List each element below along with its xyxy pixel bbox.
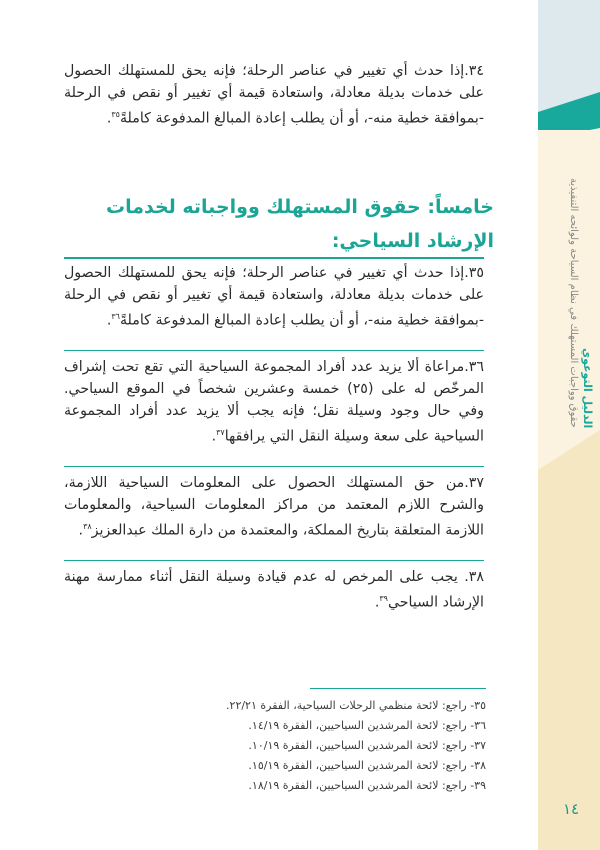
paragraph-37: ٣٧.من حق المستهلك الحصول على المعلومات السياحية اللازمة، والشرح اللازم المعتمد من مراكز المعلومات السياحية، والمعلومات اللازمة المتعلقة بتاريخ المملكة، والمعتمدة من دارة الملك عبدالعزيز$^{٣٨}$. [64, 475, 484, 539]
footnote-ref: ٣٨ [83, 522, 92, 531]
paragraph-35-block [64, 262, 484, 332]
page-sidebar [538, 0, 600, 850]
sidebar-running-title [566, 178, 594, 428]
footnote-item: ٣٦- راجع: لائحة المرشدين السياحيين، الفقرة ١٤/١٩. [248, 719, 486, 732]
paragraph-35: ٣٥.إذا حدث أي تغيير في عناصر الرحلة؛ فإنه يحق للمستهلك الحصول على خدمات بديلة معادلة، واستعادة قيمة أي تغيير أو نقص في الرحلة -بموافقة خطية منه-، أو أن يطلب إعادة المبالغ المدفوعة كاملةً$^{٣٦}$. [64, 265, 484, 329]
footnote-item: ٣٥- راجع: لائحة منظمي الرحلات السياحية، الفقرة ٢٢/٢١. [226, 699, 486, 712]
sidebar-teal-band [538, 0, 600, 130]
footnotes [140, 696, 486, 796]
sidebar-sand-shape [538, 430, 600, 850]
paragraph-block-top [64, 60, 484, 130]
paragraph-37-block [64, 472, 484, 542]
footnote-separator [310, 688, 486, 689]
paragraph-34: ٣٤.إذا حدث أي تغيير في عناصر الرحلة؛ فإنه يحق للمستهلك الحصول على خدمات بديلة معادلة، واستعادة قيمة أي تغيير أو نقص في الرحلة -بموافقة خطية منه-، أو أن يطلب إعادة المبالغ المدفوعة كاملةً$^{٣٥}$. [64, 63, 484, 127]
footnote-ref: ٣٥ [111, 110, 120, 119]
paragraph-text: ٣٨. يجب على المرخص له عدم قيادة وسيلة النقل أثناء ممارسة مهنة الإرشاد السياحي [64, 569, 484, 611]
footnote-item: ٣٧- راجع: لائحة المرشدين السياحيين، الفقرة ١٠/١٩. [248, 739, 486, 752]
paragraph-text: ٣٧.من حق المستهلك الحصول على المعلومات السياحية اللازمة، والشرح اللازم المعتمد من مراكز المعلومات السياحية، والمعلومات اللازمة المتعلقة بتاريخ المملكة، والمعتمدة من دارة الملك عبدالعزيز [64, 475, 484, 539]
footnote-ref: ٣٧ [216, 428, 225, 437]
paragraph-38: ٣٨. يجب على المرخص له عدم قيادة وسيلة النقل أثناء ممارسة مهنة الإرشاد السياحي$^{٣٩}$. [64, 569, 484, 611]
footnote-ref: ٣٦ [111, 312, 120, 321]
paragraph-text: ٣٦.مراعاة ألا يزيد عدد أفراد المجموعة السياحية التي تقع تحت إشراف المرخّص له على (٢٥) خمسة وعشرين شخصاً في الموقع السياحي. وفي حال وجود وسيلة نقل؛ فإنه يجب ألا يزيد عدد أفراد المجموعة السياحية على سعة وسيلة النقل التي يرافقها [64, 359, 484, 445]
paragraph-text: ٣٤.إذا حدث أي تغيير في عناصر الرحلة؛ فإنه يحق للمستهلك الحصول على خدمات بديلة معادلة، واستعادة قيمة أي تغيير أو نقص في الرحلة -بموافقة خطية منه-، أو أن يطلب إعادة المبالغ المدفوعة كاملةً [64, 63, 484, 127]
paragraph-divider [64, 466, 484, 467]
paragraph-38-block [64, 566, 484, 614]
paragraph-36-block [64, 356, 484, 448]
sidebar-subtitle: حقوق وواجبات المستهلك في نظام السياحة ولوائحه التنفيذية [568, 178, 579, 428]
footnote-item: ٣٩- راجع: لائحة المرشدين السياحيين، الفقرة ١٨/١٩. [248, 779, 486, 792]
footnote-item: ٣٨- راجع: لائحة المرشدين السياحيين، الفقرة ١٥/١٩. [248, 759, 486, 772]
page-number: ١٤ [562, 800, 580, 818]
paragraph-text: ٣٥.إذا حدث أي تغيير في عناصر الرحلة؛ فإنه يحق للمستهلك الحصول على خدمات بديلة معادلة، واستعادة قيمة أي تغيير أو نقص في الرحلة -بموافقة خطية منه-، أو أن يطلب إعادة المبالغ المدفوعة كاملةً [64, 265, 484, 329]
sidebar-title: الدليل التوعوي [581, 347, 594, 428]
heading-underline [64, 257, 484, 259]
section-heading: خامساً: حقوق المستهلك وواجباته لخدمات الإرشاد السياحي: [105, 196, 494, 252]
footnote-ref: ٣٩ [379, 594, 388, 603]
paragraph-divider [64, 350, 484, 351]
paragraph-36: ٣٦.مراعاة ألا يزيد عدد أفراد المجموعة السياحية التي تقع تحت إشراف المرخّص له على (٢٥) خمسة وعشرين شخصاً في الموقع السياحي. وفي حال وجود وسيلة نقل؛ فإنه يجب ألا يزيد عدد أفراد المجموعة السياحية على سعة وسيلة النقل التي يرافقها$^{٣٧}$. [64, 359, 484, 445]
paragraph-divider [64, 560, 484, 561]
